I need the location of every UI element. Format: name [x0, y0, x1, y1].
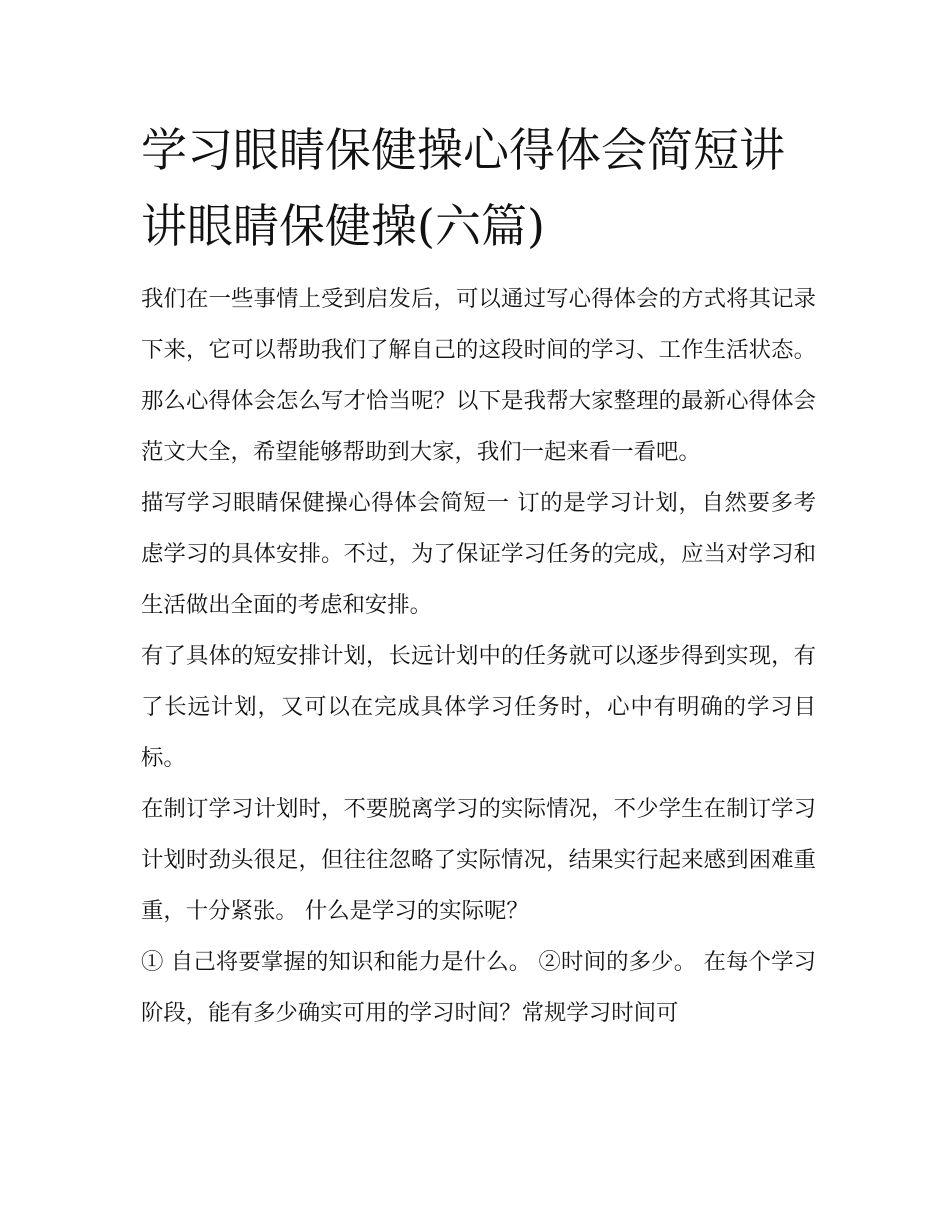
- paragraph-2: 有了具体的短安排计划，长远计划中的任务就可以逐步得到实现，有了长远计划，又可以在完成具体学习任务时，心中有明确的学习目标。: [141, 643, 816, 771]
- paragraph-4: ① 自己将要掌握的知识和能力是什么。 ②时间的多少。 在每个学习阶段，能有多少确实可用的学习时间？常规学习时间可: [141, 949, 816, 1026]
- paragraph-1: 描写学习眼睛保健操心得体会简短一 订的是学习计划，自然要多考虑学习的具体安排。不过，为了保证学习任务的完成，应当对学习和生活做出全面的考虑和安排。: [141, 490, 816, 618]
- paragraph-intro: 我们在一些事情上受到启发后，可以通过写心得体会的方式将其记录下来，它可以帮助我们了解自己的这段时间的学习、工作生活状态。那么心得体会怎么写才恰当呢？以下是我帮大家整理的最新心得体会范文大全，希望能够帮助到大家，我们一起来看一看吧。: [141, 286, 816, 465]
- document-body: [141, 274, 816, 1039]
- document-content: [141, 112, 816, 1039]
- document-title: 学习眼睛保健操心得体会简短讲讲眼睛保健操(六篇): [141, 123, 785, 253]
- paragraph-3: 在制订学习计划时，不要脱离学习的实际情况，不少学生在制订学习计划时劲头很足，但往往忽略了实际情况，结果实行起来感到困难重重，十分紧张。 什么是学习的实际呢？: [141, 796, 816, 924]
